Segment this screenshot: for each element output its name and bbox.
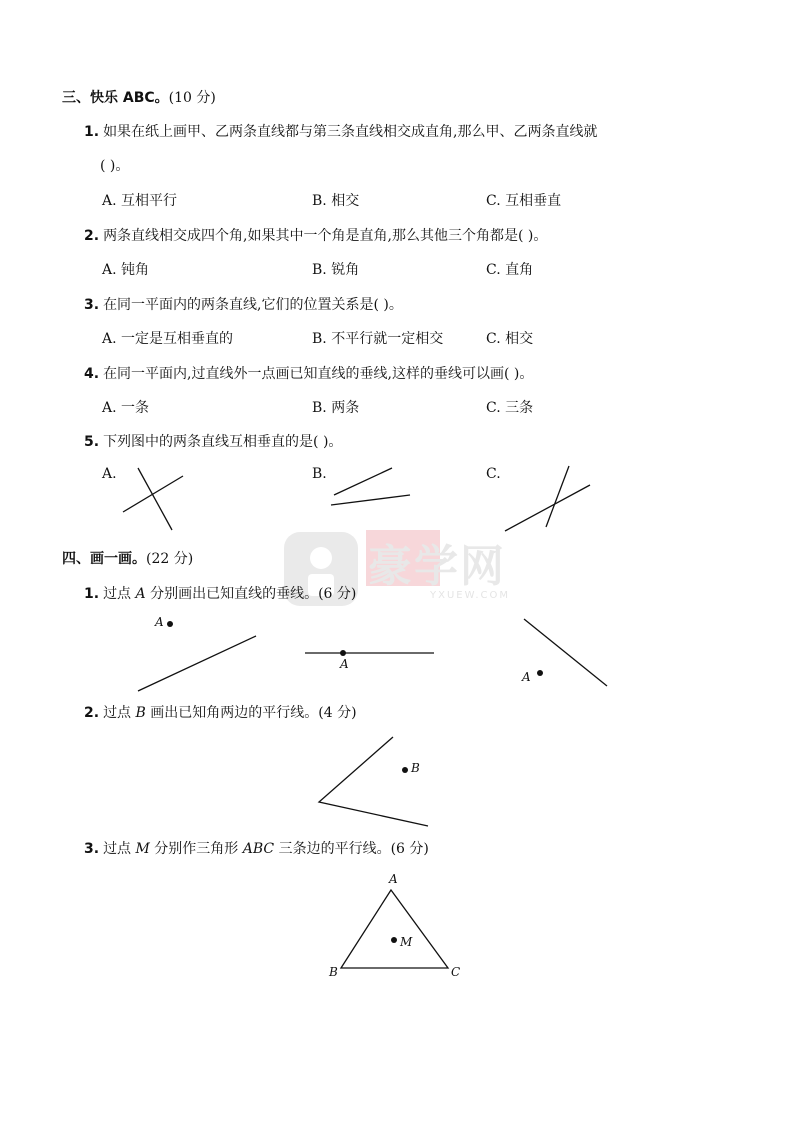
section-3-title: 三、快乐 ABC。 [62,90,169,106]
option-b[interactable]: B. 不平行就一定相交 [312,331,444,347]
point-label: M [400,935,413,949]
point-variable: A [135,586,146,602]
option-c[interactable]: C. [486,466,501,482]
question-text-mid: 分别作三角形 [149,841,243,857]
section-4-title: 四、画一画。 [62,551,146,567]
question-text: 在同一平面内的两条直线,它们的位置关系是( )。 [103,297,403,313]
vertex-label-c: C [451,965,461,979]
question-text-post: 分别画出已知直线的垂线。 [145,586,319,602]
question-points: (6 分) [390,841,429,857]
vertex-label-b: B [329,965,338,979]
question-text: 下列图中的两条直线互相垂直的是( )。 [103,434,343,450]
option-b[interactable]: B. 锐角 [312,262,360,278]
option-a[interactable]: A. 钝角 [102,262,150,278]
point-label: A [340,657,349,671]
question-text-pre: 过点 [103,586,136,602]
option-b[interactable]: B. 相交 [312,193,360,209]
option-a[interactable]: A. 一条 [102,400,150,416]
question-text: 两条直线相交成四个角,如果其中一个角是直角,那么其他三个角都是( )。 [103,228,548,244]
vertex-label-a: A [389,872,398,886]
question-number: 3. [84,297,100,313]
option-b[interactable]: B. 两条 [312,400,360,416]
question-text-post: 画出已知角两边的平行线。 [145,705,319,721]
question-number: 2. [84,705,100,721]
point-variable: B [135,705,146,721]
point-label: A [522,670,531,684]
question-text-pre: 过点 [103,841,136,857]
point-label: A [155,615,164,629]
question-number: 5. [84,434,100,450]
question-3-1-blank[interactable]: ( )。 [100,158,130,174]
option-a[interactable]: A. 互相平行 [102,193,178,209]
point-label: B [411,761,420,775]
watermark-subtext: YXUEW.COM [430,590,510,601]
question-number: 1. [84,124,100,140]
option-a[interactable]: A. [102,466,117,482]
option-b[interactable]: B. [312,466,327,482]
option-a[interactable]: A. 一定是互相垂直的 [102,331,234,347]
triangle-abc [341,890,448,968]
point-dot [391,937,397,943]
question-number: 1. [84,586,100,602]
option-c[interactable]: C. 三条 [486,400,534,416]
question-text: 在同一平面内,过直线外一点画已知直线的垂线,这样的垂线可以画( )。 [103,366,534,382]
section-3-points: (10 分) [168,90,216,106]
question-text-post: 三条边的平行线。 [274,841,391,857]
watermark-text: 豪学网 [368,541,506,592]
question-number: 3. [84,841,100,857]
question-text: 如果在纸上画甲、乙两条直线都与第三条直线相交成直角,那么甲、乙两条直线就 [103,124,598,140]
question-number: 2. [84,228,100,244]
point-variable: M [135,841,150,857]
question-points: (4 分) [318,705,357,721]
question-number: 4. [84,366,100,382]
option-c[interactable]: C. 互相垂直 [486,193,562,209]
question-text-pre: 过点 [103,705,136,721]
option-c[interactable]: C. 直角 [486,262,534,278]
question-points: (6 分) [318,586,357,602]
section-4-points: (22 分) [146,551,194,567]
triangle-variable: ABC [242,841,275,857]
option-c[interactable]: C. 相交 [486,331,534,347]
